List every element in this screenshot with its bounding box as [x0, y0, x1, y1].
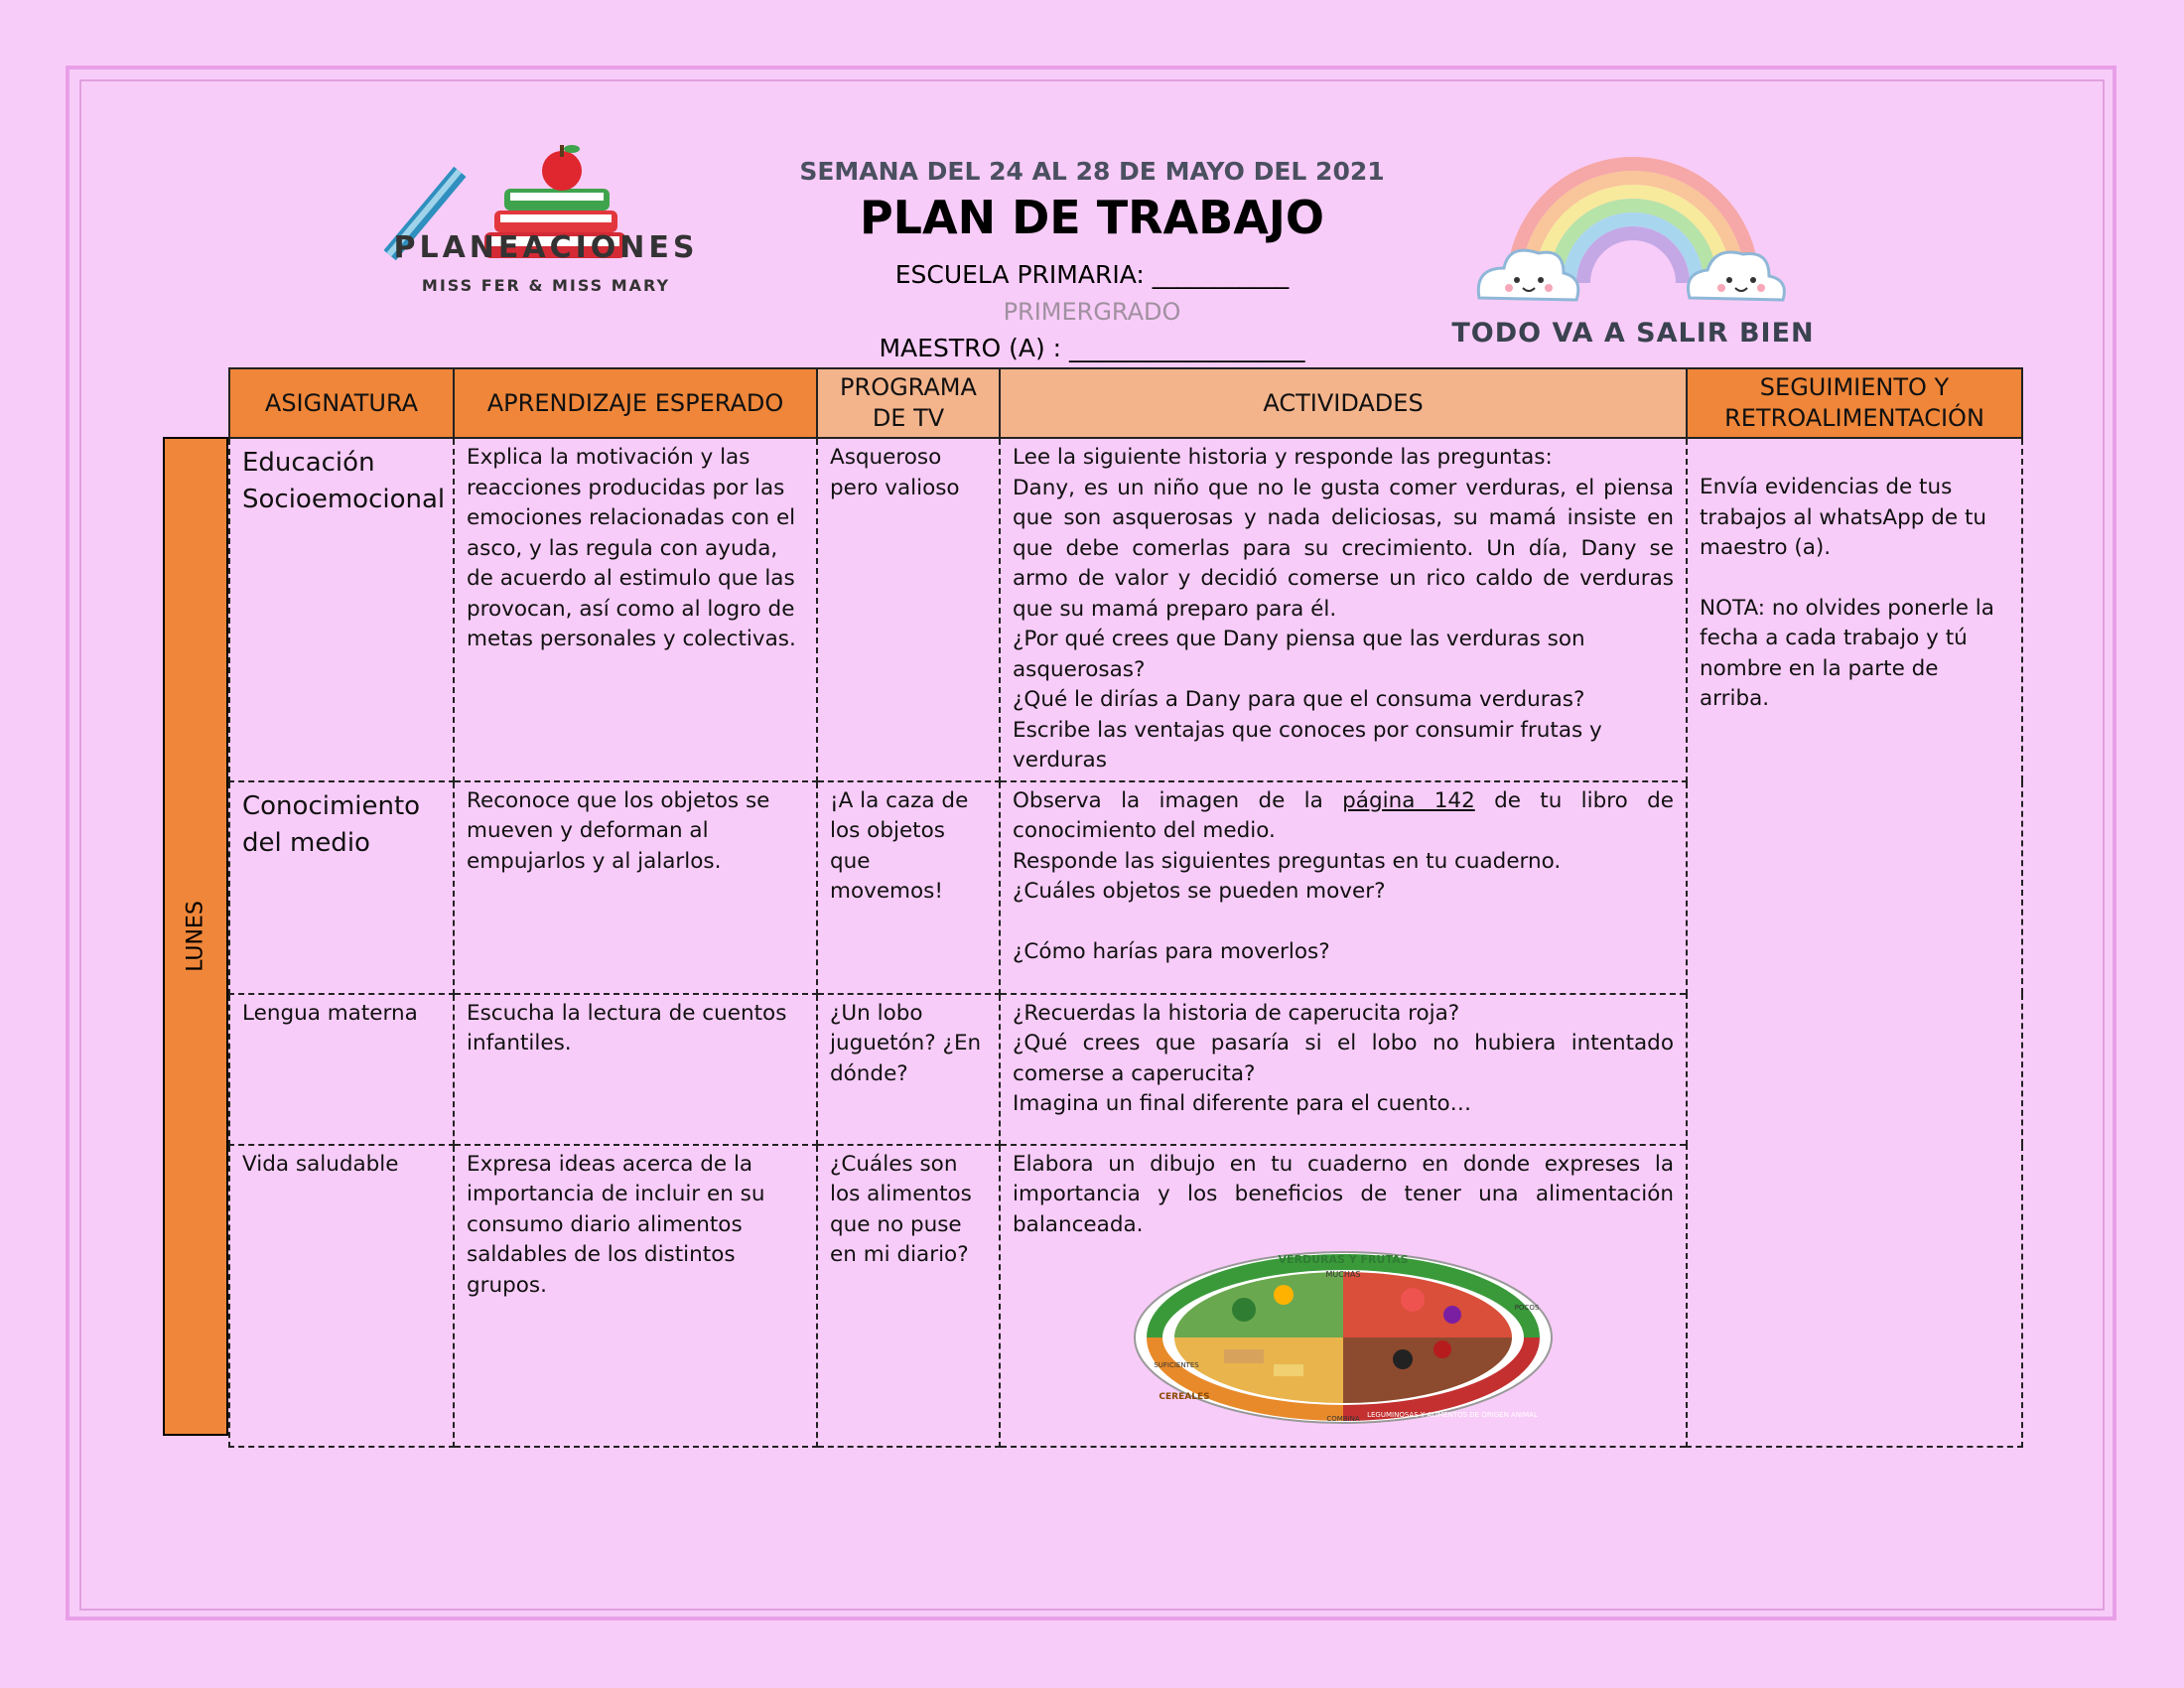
activity-line: ¿Cómo harías para moverlos?: [1013, 938, 1330, 964]
feedback-cell: [1687, 438, 2022, 1447]
learning-cell: Reconoce que los objetos se mueven y deforman al empujarlos y al jalarlos.: [454, 781, 817, 994]
page-link[interactable]: página 142: [1342, 787, 1475, 813]
learning-cell: Explica la motivación y las reacciones producidas por las emociones relacionadas con el asco, y las regula con ayuda, de acuerdo al estimulo que las provocan, así como al logro de metas personales y colectivas.: [454, 438, 817, 781]
header-feedback: SEGUIMIENTO Y RETROALIMENTACIÓN: [1687, 368, 2022, 438]
plate-label-right-small: POCOS: [1514, 1304, 1540, 1312]
subject-cell: Lengua materna: [229, 994, 454, 1145]
plate-label-left: CEREALES: [1159, 1392, 1210, 1402]
activity-line: Escribe las ventajas que conoces por consumir frutas y verduras: [1013, 717, 1602, 773]
activity-line: Elabora un dibujo en tu cuaderno en donde expreses la importancia y los beneficios de tener una alimentación balanceada.: [1013, 1151, 1674, 1237]
activities-cell: [1000, 994, 1687, 1145]
plato-del-bien-comer-icon: [1125, 1250, 1562, 1425]
day-label: LUNES: [183, 901, 208, 972]
subject-cell: Conocimiento del medio: [229, 781, 454, 994]
plate-image-wrap: [1013, 1250, 1674, 1435]
teacher-field: MAESTRO (A) : ___________________: [879, 334, 1305, 362]
activity-line: ¿Qué crees que pasaría si el lobo no hubiera intentado comerse a caperucita?: [1013, 1031, 1674, 1086]
table-row: [229, 438, 2022, 781]
plate-label-bottom-right: LEGUMINOSAS Y ALIMENTOS DE ORIGEN ANIMAL: [1367, 1411, 1538, 1419]
learning-cell: Expresa ideas acerca de la importancia de incluir en su consumo diario alimentos saldables de los distintos grupos.: [454, 1145, 817, 1447]
header-activities: ACTIVIDADES: [1000, 368, 1687, 438]
school-field: ESCUELA PRIMARIA: ___________: [894, 260, 1290, 289]
plate-label-left-small: SUFICIENTES: [1154, 1361, 1199, 1369]
page-title: PLAN DE TRABAJO: [859, 191, 1325, 244]
activity-line: ¿Qué le dirías a Dany para que el consuma verduras?: [1013, 687, 1585, 712]
rainbow-slogan: TODO VA A SALIR BIEN: [1451, 318, 1815, 349]
program-cell: ¿Cuáles son los alimentos que no puse en mi diario?: [817, 1145, 1000, 1447]
activity-line: Imagina un final diferente para el cuento…: [1013, 1091, 1472, 1116]
learning-cell: Escucha la lectura de cuentos infantiles.: [454, 994, 817, 1145]
program-cell: Asqueroso pero valioso: [817, 438, 1000, 781]
activity-line: ¿Por qué crees que Dany piensa que las verduras son asquerosas?: [1013, 627, 1585, 682]
activity-line: Dany, es un niño que no le gusta comer verduras, el piensa que son asquerosas y nada deliciosas, su mamá insiste en que debe comerlas para su crecimiento. Un día, Dany se armo de valor y decidió comerse un rico caldo de verduras que su mamá preparo para él.: [1013, 475, 1674, 622]
brand-name: PLANEACIONES: [393, 230, 699, 265]
activity-line: Lee la siguiente historia y responde las preguntas:: [1013, 445, 1553, 470]
activity-text: Observa la imagen de la: [1013, 787, 1343, 813]
brand-subtitle: MISS FER & MISS MARY: [421, 276, 671, 295]
activity-spacer: [1013, 908, 1674, 937]
feedback-line: Envía evidencias de tus trabajos al whatsApp de tu maestro (a).: [1700, 475, 1987, 560]
activities-cell: [1000, 438, 1687, 781]
activities-cell: [1000, 781, 1687, 994]
plan-table: [228, 367, 2023, 1448]
grade-label: PRIMERGRADO: [1003, 298, 1181, 326]
header-subject: ASIGNATURA: [229, 368, 454, 438]
plate-label-bottom-small: COMBINA: [1326, 1415, 1360, 1423]
table-header-row: [229, 368, 2022, 438]
feedback-gap: [1700, 564, 2009, 594]
header-learning: APRENDIZAJE ESPERADO: [454, 368, 817, 438]
activity-text: de tu libro de conocimiento del medio.: [1013, 787, 1674, 843]
header-program: PROGRAMA DE TV: [817, 368, 1000, 438]
activity-line: [1013, 786, 1674, 847]
activity-line: Responde las siguientes preguntas en tu cuaderno.: [1013, 848, 1562, 874]
subject-cell: Educación Socioemocional: [229, 438, 454, 781]
program-cell: ¿Un lobo juguetón? ¿En dónde?: [817, 994, 1000, 1145]
activity-line: ¿Cuáles objetos se pueden mover?: [1013, 879, 1386, 904]
week-range: SEMANA DEL 24 AL 28 DE MAYO DEL 2021: [799, 157, 1385, 186]
activity-line: ¿Recuerdas la historia de caperucita roja?: [1013, 1000, 1460, 1026]
feedback-note: NOTA: no olvides ponerle la fecha a cada trabajo y tú nombre en la parte de arriba.: [1700, 595, 1994, 711]
plate-label-top-small: MUCHAS: [1325, 1270, 1361, 1279]
program-cell: ¡A la caza de los objetos que movemos!: [817, 781, 1000, 994]
activities-cell: [1000, 1145, 1687, 1447]
plate-label-top: VERDURAS Y FRUTAS: [1278, 1253, 1409, 1266]
rainbow-clouds-icon: [1469, 119, 1797, 318]
subject-cell: Vida saludable: [229, 1145, 454, 1447]
day-bar: [163, 437, 228, 1436]
